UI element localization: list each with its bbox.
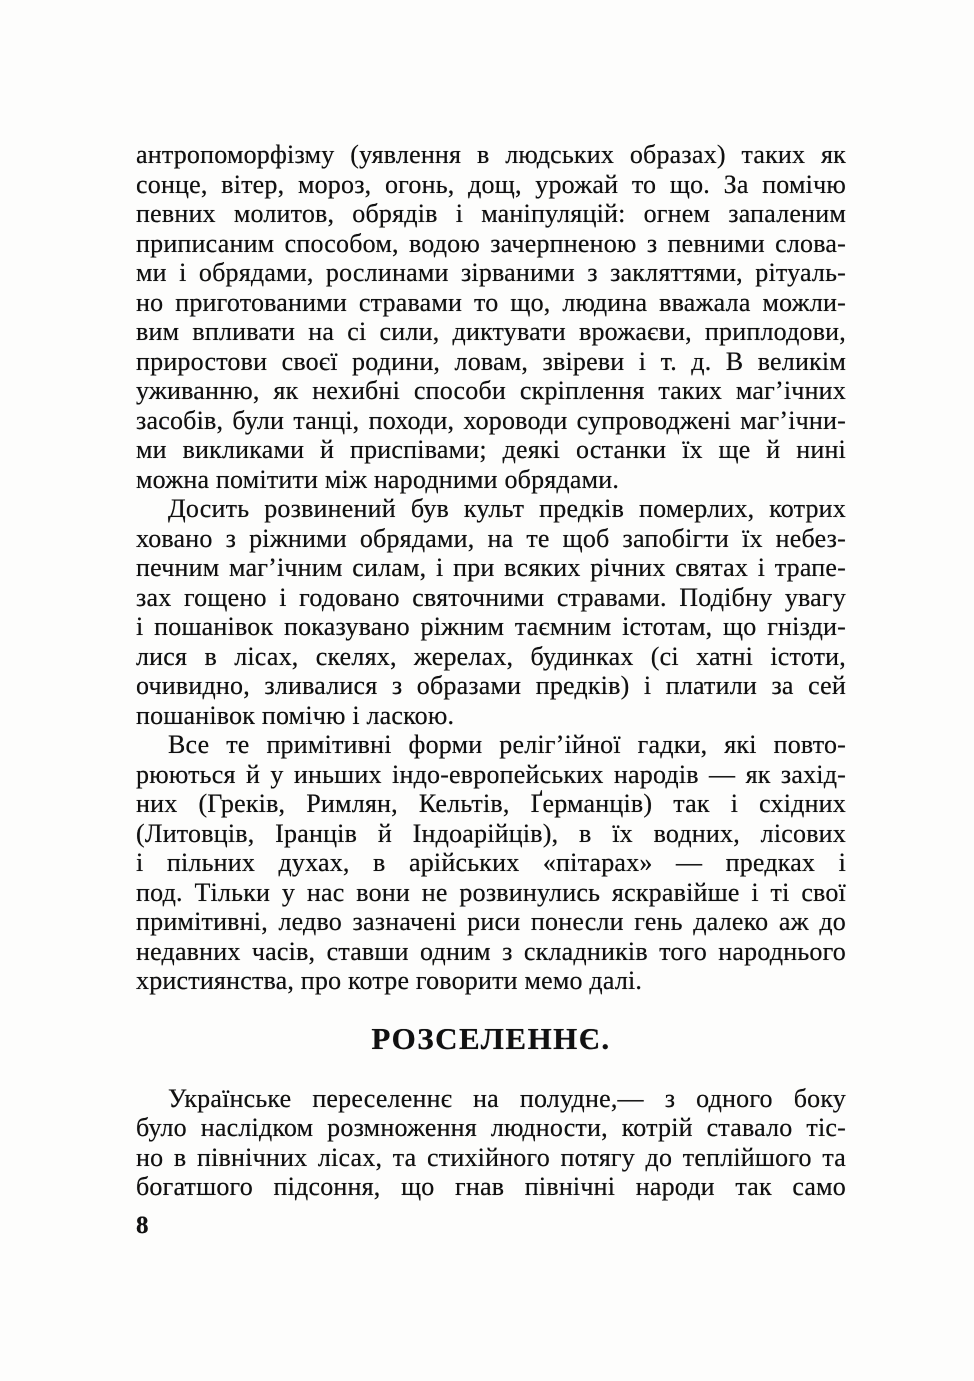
text-line: Українське переселеннє на полудне,— з одного боку bbox=[168, 1083, 846, 1113]
text-line: певних молитов, обрядів і маніпуляцій: огнем запаленим bbox=[136, 199, 846, 228]
page-number: 8 bbox=[136, 1212, 149, 1239]
text-line: пошанівок помічю і ласкою. bbox=[136, 700, 455, 730]
text-line: очивидно, зливалися з образами предків) і платили за сей bbox=[136, 671, 846, 700]
text-line: примітивні, ледво зазначені риси понесли гень далеко аж до bbox=[136, 907, 846, 936]
text-line: приростови своєї родини, ловам, звіреви і т. д. В великім bbox=[136, 346, 846, 376]
text-line: Досить розвинений був культ предків померлих, котрих bbox=[168, 494, 846, 523]
text-line: було наслідком розмноження людности, котрій ставало тіс- bbox=[136, 1113, 846, 1142]
text-line: рюються й у иньших індо-европейських народів — як захід- bbox=[136, 759, 846, 789]
text-line: антропоморфізму (уявлення в людських образах) таких як bbox=[136, 140, 846, 169]
text-line: сонце, вітер, мороз, огонь, дощ, урожай то що. За помічю bbox=[136, 169, 846, 199]
text-line: них (Греків, Римлян, Кельтів, Ґерманців) так і східних bbox=[136, 789, 846, 818]
text-line: (Литовців, Іранців й Індоарійців), в їх водних, лісових bbox=[136, 818, 846, 848]
text-line: ми і обрядами, рослинами зірваними з закляттями, рітуаль- bbox=[136, 258, 846, 287]
text-line: но приготованими стравами то що, людина вважала можли- bbox=[136, 287, 846, 317]
text-line: і пошанівок показувано ріжним таємним істотам, що гнізди- bbox=[136, 612, 846, 641]
text-line: Все те примітивні форми реліг’ійної гадки, які повто- bbox=[168, 730, 846, 759]
text-line: ми викликами й приспівами; деякі останки їх ще й нині bbox=[136, 435, 846, 464]
paragraph bbox=[136, 140, 846, 494]
text-line: і пільних духах, в арійських «пітарах» — предках і bbox=[136, 848, 846, 877]
text-line: печним маг’ічним силам, і при всяких річних святах і трапе- bbox=[136, 553, 846, 582]
text-line: вим впливати на сі сили, диктувати врожаєви, приплодови, bbox=[136, 317, 846, 346]
paragraph bbox=[136, 730, 846, 996]
text-line: християнства, про котре говорити мемо далі. bbox=[136, 966, 643, 995]
text-line: лися в лісах, скелях, жерелах, будинках (сі хатні істоти, bbox=[136, 641, 846, 671]
paragraph bbox=[136, 1084, 846, 1202]
text-line: недавних часів, ставши одним з складників того народнього bbox=[136, 936, 846, 966]
text-line: можна помітити між народними обрядами. bbox=[136, 464, 620, 494]
text-line: уживанню, як нехибні способи скріплення таких маг’ічних bbox=[136, 376, 846, 405]
text-line: приписаним способом, водою зачерпненою з певними слова- bbox=[136, 228, 846, 258]
text-line: под. Тільки у нас вони не розвинулись яскравійше і ті свої bbox=[136, 877, 846, 907]
text-line: зах гощено і годовано святочними стравами. Подібну увагу bbox=[136, 582, 846, 612]
text-line: богатшого підсоння, що гнав північні народи так само bbox=[136, 1172, 846, 1201]
section-heading: РОЗСЕЛЕННЄ. bbox=[371, 1020, 611, 1056]
text-line: засобів, були танці, походи, хороводи супроводжені маг’ічни- bbox=[136, 405, 846, 435]
text-column bbox=[136, 140, 846, 1202]
paragraph bbox=[136, 494, 846, 730]
text-line: но в північних лісах, та стихійного потягу до теплійшого та bbox=[136, 1142, 846, 1172]
text-line: ховано з ріжними обрядами, на те щоб запобігти їх небез- bbox=[136, 523, 846, 553]
